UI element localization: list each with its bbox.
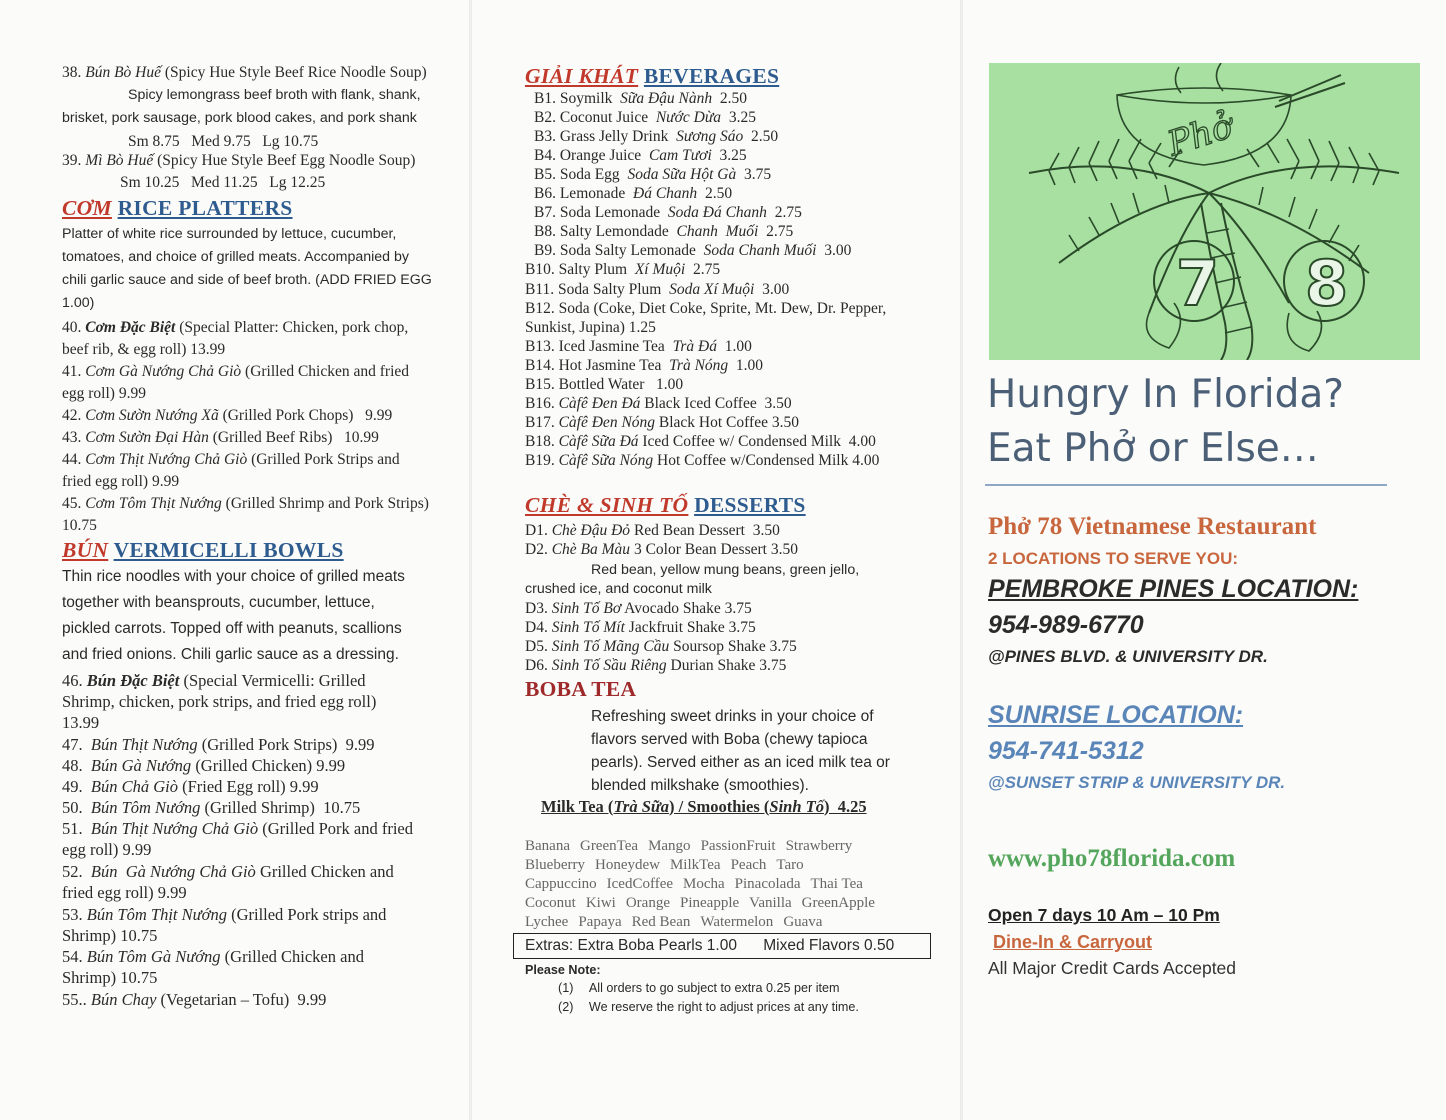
flavor-item: MilkTea [669, 857, 721, 873]
flavor-item: Kiwi [585, 895, 616, 911]
flavor-item: Coconut [525, 895, 576, 911]
menu-item-54-cont: Shrimp) 10.75 [62, 968, 158, 987]
dessert-d6: D6. Sinh Tố Sầu Riêng Durian Shake 3.75 [525, 657, 787, 674]
rice-desc-2: tomatoes, and choice of grilled meats. Accompanied by [62, 249, 409, 265]
dessert-d2-desc-1: Red bean, yellow mung beans, green jello, [591, 562, 860, 578]
vermicelli-desc-3: pickled carrots. Topped off with peanuts, scallions [62, 620, 402, 637]
palm-bowl-logo-illustration [989, 63, 1420, 360]
fold-line-left [469, 0, 472, 1120]
flavor-item: Watermelon [700, 914, 774, 930]
dessert-d5: D5. Sinh Tố Mãng Cầu Soursop Shake 3.75 [525, 638, 797, 655]
restaurant-name: Phở 78 Vietnamese Restaurant [988, 513, 1317, 540]
menu-item-51: 51. Bún Thịt Nướng Chả Giò (Grilled Pork and fried [62, 819, 413, 838]
flavor-item: Cappuccino [525, 876, 597, 892]
beverage-b5: B5. Soda Egg Soda Sữa Hột Gà 3.75 [534, 166, 772, 183]
vermicelli-desc-1: Thin rice noodles with your choice of grilled meats [62, 568, 405, 585]
menu-item-48: 48. Bún Gà Nướng (Grilled Chicken) 9.99 [62, 756, 346, 775]
menu-item-51-cont: egg roll) 9.99 [62, 840, 152, 859]
section-heading-vermicelli: BÚN VERMICELLI BOWLS [62, 538, 344, 562]
flavor-item: Orange [625, 895, 670, 911]
beverage-b9: B9. Soda Salty Lemonade Soda Chanh Muối 3.00 [534, 242, 852, 259]
flavor-item: Blueberry [525, 857, 585, 873]
menu-item-39-price: Sm 10.25 Med 11.25 Lg 12.25 [120, 174, 326, 191]
boba-desc-4: blended milkshake (smoothies). [591, 777, 809, 794]
boba-desc-1: Refreshing sweet drinks in your choice of [591, 708, 874, 725]
dessert-d1: D1. Chè Đậu Đỏ Red Bean Dessert 3.50 [525, 522, 780, 539]
menu-item-45-cont: 10.75 [62, 517, 97, 534]
beverage-b2: B2. Coconut Juice Nước Dừa 3.25 [534, 109, 756, 126]
logo-number-7: 7 [1176, 247, 1220, 320]
please-note-2: (2) We reserve the right to adjust prices at any time. [558, 1000, 859, 1014]
menu-item-45: 45. Cơm Tôm Thịt Nướng (Grilled Shrimp and Pork Strips) [62, 495, 429, 512]
menu-item-41-cont: egg roll) 9.99 [62, 385, 146, 402]
beverage-b11: B11. Soda Salty Plum Soda Xí Muội 3.00 [525, 281, 790, 298]
pho78-logo [989, 63, 1420, 360]
pembroke-location-heading: PEMBROKE PINES LOCATION: [988, 575, 1359, 603]
flavor-item: Strawberry [785, 838, 853, 854]
menu-item-52: 52. Bún Gà Nướng Chả Giò Grilled Chicken and [62, 862, 394, 881]
menu-item-46-cont: Shrimp, chicken, pork strips, and fried egg roll) [62, 692, 377, 711]
beverage-b15: B15. Bottled Water 1.00 [525, 376, 684, 393]
beverage-b13: B13. Iced Jasmine Tea Trà Đá 1.00 [525, 338, 752, 355]
flavor-item: Pineapple [680, 895, 740, 911]
beverage-b12-line2: Sunkist, Jupina) 1.25 [525, 319, 656, 336]
tagline-line-1: Hungry In Florida? [987, 372, 1344, 417]
flavor-item: Papaya [578, 914, 622, 930]
flavor-row-1 [525, 837, 862, 856]
flavor-row-2 [525, 856, 814, 875]
menu-item-49: 49. Bún Chả Giò (Fried Egg roll) 9.99 [62, 777, 319, 796]
menu-item-38-price: Sm 8.75 Med 9.75 Lg 10.75 [128, 133, 319, 150]
menu-item-44: 44. Cơm Thịt Nướng Chả Giò (Grilled Pork Strips and [62, 451, 400, 468]
pembroke-phone[interactable]: 954-989-6770 [988, 611, 1144, 639]
dessert-d3: D3. Sinh Tố Bơ Avocado Shake 3.75 [525, 600, 752, 617]
flavor-item: Taro [776, 857, 804, 873]
flavor-item: Banana [525, 838, 570, 854]
beverage-b3: B3. Grass Jelly Drink Sương Sáo 2.50 [534, 128, 779, 145]
beverage-b4: B4. Orange Juice Cam Tươi 3.25 [534, 147, 747, 164]
boba-desc-3: pearls). Served either as an iced milk tea or [591, 754, 890, 771]
menu-item-54: 54. Bún Tôm Gà Nướng (Grilled Chicken and [62, 947, 364, 966]
beverage-b17: B17. Càfê Đen Nóng Black Hot Coffee 3.50 [525, 414, 799, 431]
sunrise-address: @SUNSET STRIP & UNIVERSITY DR. [988, 773, 1286, 792]
flavor-item: GreenTea [579, 838, 639, 854]
flavor-item: PassionFruit [700, 838, 776, 854]
flavor-item: Vanilla [749, 895, 792, 911]
boba-milk-tea-price: Milk Tea (Trà Sữa) / Smoothies (Sinh Tố) 4.25 [541, 797, 867, 816]
divider-rule [985, 484, 1387, 486]
flavor-item: Mango [648, 838, 691, 854]
menu-item-39: 39. Mì Bò Huế (Spicy Hue Style Beef Egg Noodle Soup) [62, 152, 416, 169]
tagline-line-2: Eat Phở or Else… [987, 426, 1319, 471]
menu-item-40: 40. Cơm Đặc Biệt (Special Platter: Chicken, pork chop, [62, 319, 409, 336]
flavor-row-4 [525, 894, 885, 913]
section-heading-boba: BOBA TEA [525, 677, 637, 701]
beverage-b7: B7. Soda Lemonade Soda Đá Chanh 2.75 [534, 204, 802, 221]
sunrise-phone[interactable]: 954-741-5312 [988, 737, 1144, 765]
section-heading-beverages: GIẢI KHÁT BEVERAGES [525, 64, 780, 88]
menu-item-38: 38. Bún Bò Huế (Spicy Hue Style Beef Rice Noodle Soup) [62, 64, 427, 81]
beverage-b6: B6. Lemonade Đá Chanh 2.50 [534, 185, 733, 202]
logo-number-8: 8 [1305, 247, 1349, 320]
beverage-b16: B16. Càfê Đen Đá Black Iced Coffee 3.50 [525, 395, 792, 412]
beverage-b18: B18. Càfê Sữa Đá Iced Coffee w/ Condensed Milk 4.00 [525, 433, 876, 450]
menu-item-38-desc-2: brisket, pork sausage, pork blood cakes, and pork shank [62, 110, 417, 126]
bowl-rim [1117, 95, 1291, 103]
flavor-item: Peach [730, 857, 767, 873]
boba-desc-2: flavors served with Boba (chewy tapioca [591, 731, 868, 748]
please-note-heading: Please Note: [525, 963, 601, 977]
menu-item-44-cont: fried egg roll) 9.99 [62, 473, 180, 490]
please-note-1: (1) All orders to go subject to extra 0.25 per item [558, 981, 840, 995]
logo-text-pho: Phở [1162, 106, 1238, 165]
menu-item-53: 53. Bún Tôm Thịt Nướng (Grilled Pork strips and [62, 905, 387, 924]
menu-item-46: 46. Bún Đặc Biệt (Special Vermicelli: Grilled [62, 671, 366, 690]
chopstick-2 [1275, 83, 1345, 107]
credit-cards-note: All Major Credit Cards Accepted [988, 958, 1237, 978]
dessert-d2: D2. Chè Ba Màu 3 Color Bean Dessert 3.50 [525, 541, 798, 558]
menu-item-52-cont: fried egg roll) 9.99 [62, 883, 187, 902]
pembroke-address: @PINES BLVD. & UNIVERSITY DR. [988, 647, 1268, 666]
flavor-item: IcedCoffee [606, 876, 674, 892]
menu-item-43: 43. Cơm Sườn Đại Hàn (Grilled Beef Ribs) 10.99 [62, 429, 379, 446]
menu-item-50: 50. Bún Tôm Nướng (Grilled Shrimp) 10.75 [62, 798, 361, 817]
locations-heading: 2 LOCATIONS TO SERVE YOU: [988, 549, 1239, 568]
flavor-item: Red Bean [631, 914, 691, 930]
flavor-row-3 [525, 875, 873, 894]
beverage-b1: B1. Soymilk Sữa Đậu Nành 2.50 [534, 90, 748, 107]
menu-item-53-cont: Shrimp) 10.75 [62, 926, 158, 945]
rice-desc-3: chili garlic sauce and side of beef broth. (ADD FRIED EGG [62, 272, 432, 288]
boba-extras-box: Extras: Extra Boba Pearls 1.00 Mixed Flavors 0.50 [513, 933, 931, 959]
dessert-d2-desc-2: crushed ice, and coconut milk [525, 581, 712, 597]
flavor-item: Lychee [525, 914, 569, 930]
fold-line-right [960, 0, 963, 1120]
flavor-item: Guava [783, 914, 823, 930]
flavor-item: Pinacolada [734, 876, 801, 892]
menu-item-38-desc-1: Spicy lemongrass beef broth with flank, shank, [128, 87, 421, 103]
menu-item-42: 42. Cơm Sườn Nướng Xã (Grilled Pork Chops) 9.99 [62, 407, 393, 424]
flavor-item: Honeydew [594, 857, 660, 873]
beverage-b8: B8. Salty Lemondade Chanh Muối 2.75 [534, 223, 794, 240]
vermicelli-desc-4: and fried onions. Chili garlic sauce as a dressing. [62, 646, 399, 663]
vermicelli-desc-2: together with beansprouts, cucumber, lettuce, [62, 594, 375, 611]
flavor-row-5 [525, 913, 832, 932]
section-heading-desserts: CHÈ & SINH TỐ DESSERTS [525, 493, 806, 517]
flavor-item: Mocha [683, 876, 725, 892]
dine-in-carryout: Dine-In & Carryout [993, 932, 1153, 952]
menu-item-41: 41. Cơm Gà Nướng Chả Giò (Grilled Chicken and fried [62, 363, 410, 380]
sunrise-location-heading: SUNRISE LOCATION: [988, 701, 1244, 729]
rice-desc-4: 1.00) [62, 295, 95, 311]
beverage-b19: B19. Càfê Sữa Nóng Hot Coffee w/Condensed Milk 4.00 [525, 452, 880, 469]
menu-item-40-cont: beef rib, & egg roll) 13.99 [62, 341, 226, 358]
menu-item-46-price: 13.99 [62, 713, 100, 732]
website-link[interactable]: www.pho78florida.com [988, 845, 1236, 872]
flavor-item: Thai Tea [810, 876, 863, 892]
beverage-b12-line1: B12. Soda (Coke, Diet Coke, Sprite, Mt. Dew, Dr. Pepper, [525, 300, 887, 317]
beverage-b14: B14. Hot Jasmine Tea Trà Nóng 1.00 [525, 357, 764, 374]
menu-item-55: 55.. Bún Chay (Vegetarian – Tofu) 9.99 [62, 990, 327, 1009]
hours: Open 7 days 10 Am – 10 Pm [988, 905, 1220, 925]
flavor-item: GreenApple [801, 895, 875, 911]
section-heading-rice: CƠM RICE PLATTERS [62, 196, 293, 220]
beverage-b10: B10. Salty Plum Xí Muội 2.75 [525, 261, 721, 278]
rice-desc-1: Platter of white rice surrounded by lettuce, cucumber, [62, 226, 397, 242]
dessert-d4: D4. Sinh Tố Mít Jackfruit Shake 3.75 [525, 619, 756, 636]
menu-item-47: 47. Bún Thịt Nướng (Grilled Pork Strips) 9.99 [62, 735, 375, 754]
